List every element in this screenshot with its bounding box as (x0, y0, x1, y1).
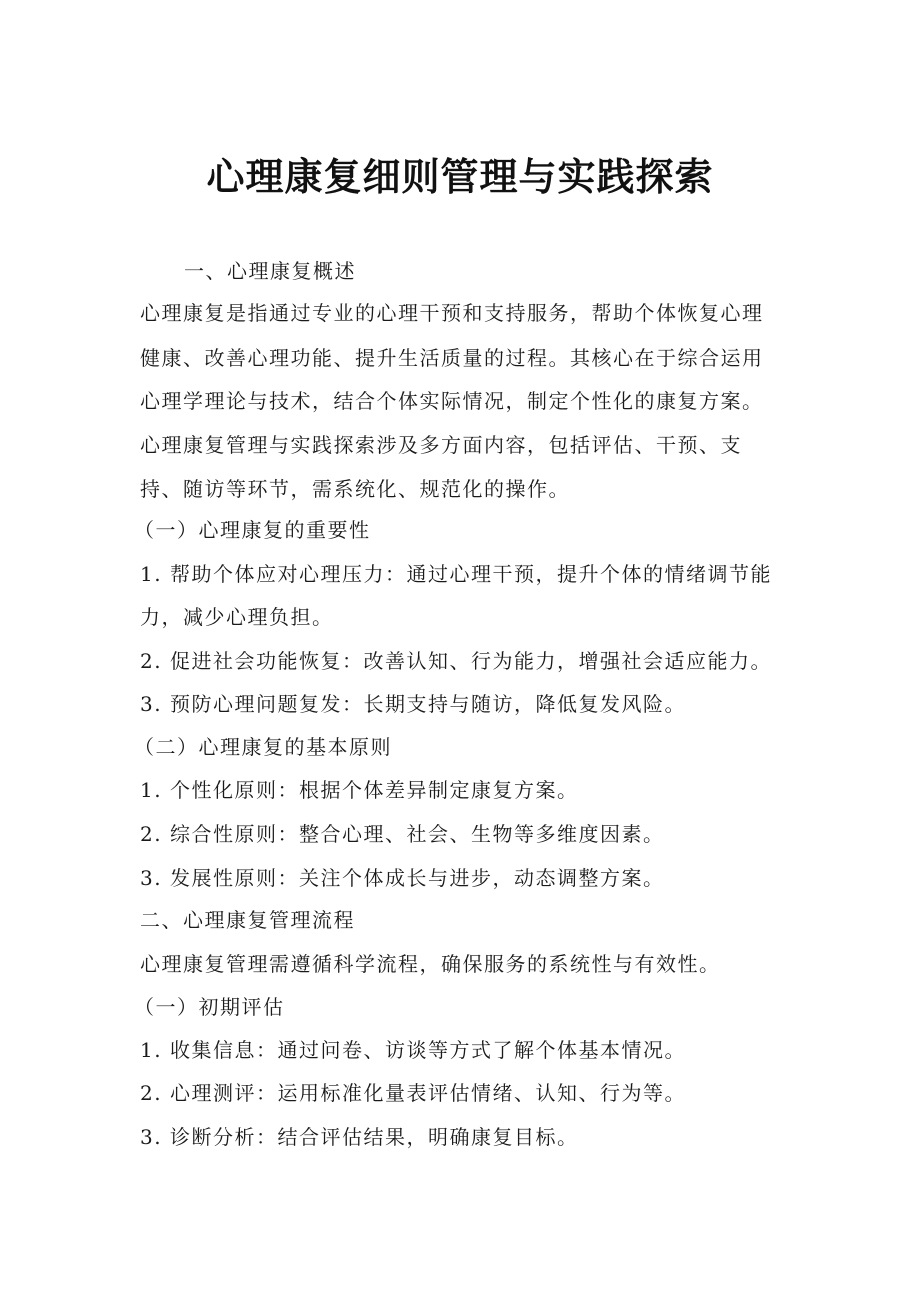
document-title: 心理康复细则管理与实践探索 (206, 155, 714, 199)
subsection-heading-principles: （二）心理康复的基本原则 (134, 735, 392, 759)
section-heading-process: 二、心理康复管理流程 (140, 908, 355, 932)
paragraph-line: 心理学理论与技术，结合个体实际情况，制定个性化的康复方案。 (140, 389, 764, 413)
paragraph-line: 持、随访等环节，需系统化、规范化的操作。 (140, 477, 570, 501)
section-heading-overview: 一、心理康复概述 (184, 259, 356, 283)
list-item: 3. 预防心理问题复发：长期支持与随访，降低复发风险。 (140, 692, 686, 716)
list-item-continuation: 力，减少心理负担。 (140, 605, 334, 629)
subsection-heading-importance: （一）心理康复的重要性 (134, 518, 371, 542)
list-item: 3. 发展性原则：关注个体成长与进步，动态调整方案。 (140, 866, 665, 890)
paragraph-line: 心理康复是指通过专业的心理干预和支持服务，帮助个体恢复心理 (140, 301, 764, 325)
list-item: 1. 个性化原则：根据个体差异制定康复方案。 (140, 778, 579, 802)
list-item: 2. 心理测评：运用标准化量表评估情绪、认知、行为等。 (140, 1081, 686, 1105)
list-item: 1. 收集信息：通过问卷、访谈等方式了解个体基本情况。 (140, 1038, 686, 1062)
list-item: 2. 促进社会功能恢复：改善认知、行为能力，增强社会适应能力。 (140, 649, 772, 673)
list-item: 2. 综合性原则：整合心理、社会、生物等多维度因素。 (140, 822, 665, 846)
paragraph-line: 心理康复管理与实践探索涉及多方面内容，包括评估、干预、支 (140, 433, 742, 457)
list-item: 3. 诊断分析：结合评估结果，明确康复目标。 (140, 1125, 579, 1149)
subsection-heading-assessment: （一）初期评估 (134, 995, 285, 1019)
paragraph-line: 健康、改善心理功能、提升生活质量的过程。其核心在于综合运用 (140, 346, 764, 370)
paragraph-line: 心理康复管理需遵循科学流程，确保服务的系统性与有效性。 (140, 952, 721, 976)
list-item: 1. 帮助个体应对心理压力：通过心理干预，提升个体的情绪调节能 (140, 562, 772, 586)
